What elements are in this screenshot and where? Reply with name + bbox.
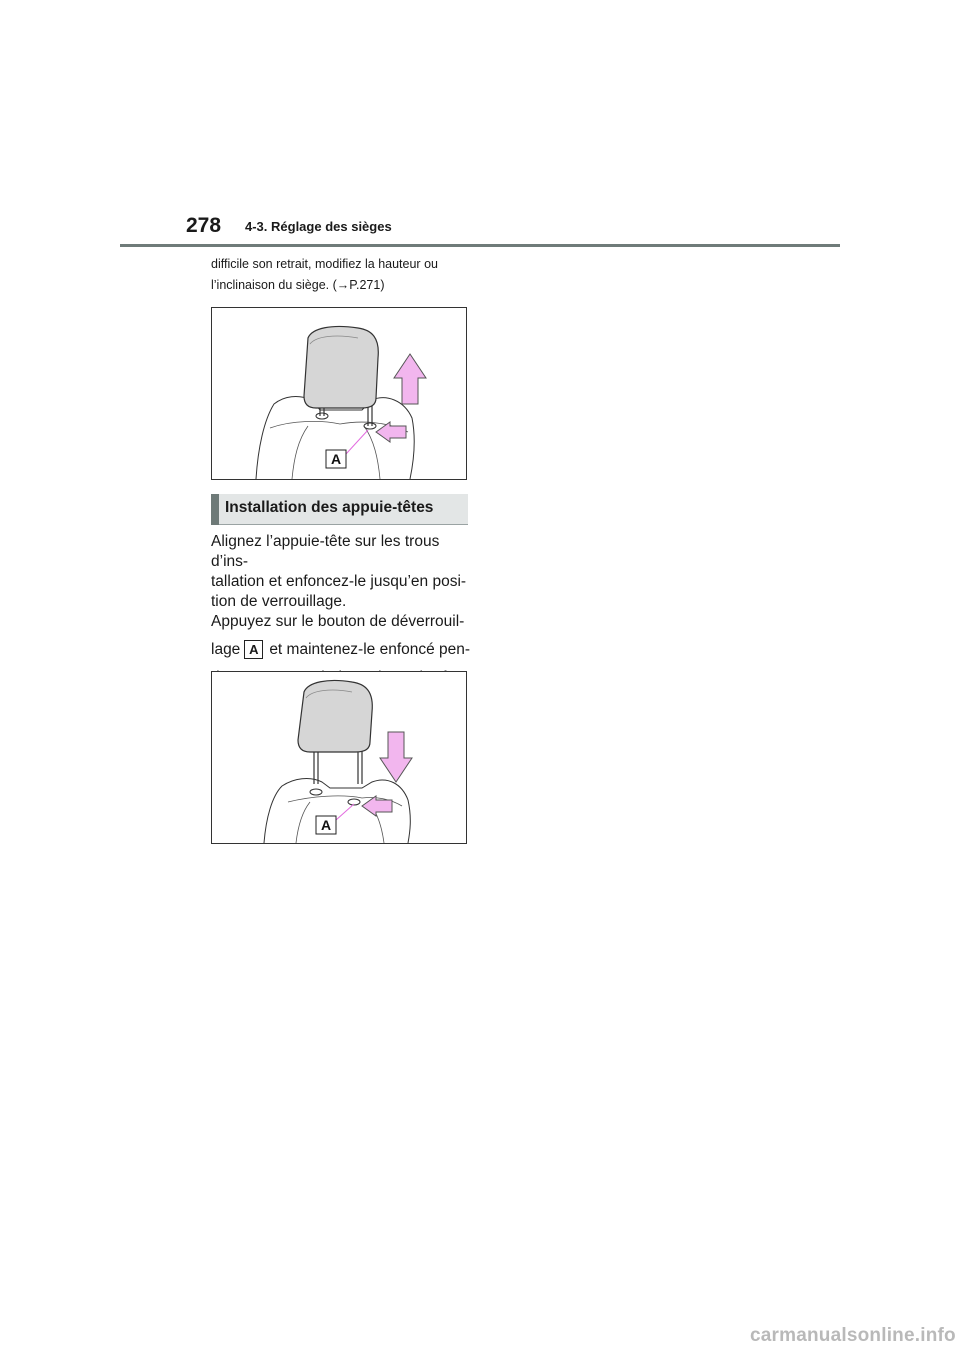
stay-hole-left (316, 413, 328, 419)
body-line-2: tallation et enfoncez-le jusqu’en posi- (211, 573, 467, 590)
body-line-5 (211, 640, 473, 660)
header-rule (120, 244, 840, 247)
release-button (364, 423, 376, 429)
seat-seam-left (292, 426, 308, 479)
heading-accent-bar (211, 494, 219, 525)
label-leader-line (346, 430, 368, 454)
down-arrow (380, 732, 412, 782)
watermark: carmanualsonline.info (750, 1325, 956, 1346)
figure-label-a: A (330, 451, 342, 467)
body-line-5-pre: lage (211, 641, 241, 658)
figure-label-a: A (320, 817, 332, 833)
up-arrow (394, 354, 426, 404)
intro-paragraph (211, 254, 481, 296)
seat-seam-left (296, 802, 310, 843)
body-line-3: tion de verrouillage. (211, 593, 347, 610)
push-arrow (376, 422, 406, 442)
headrest-removal-drawing (212, 308, 468, 481)
body-line-1: Alignez l’appuie-tête sur les trous d’ins- (211, 533, 440, 570)
section-heading-text: Installation des appuie-têtes (225, 499, 434, 516)
headrest-shape (304, 326, 378, 408)
body-line-5-post: et maintenez-le enfoncé pen- (269, 641, 471, 658)
headrest-installation-illustration (211, 671, 467, 844)
label-leader-line (336, 804, 354, 820)
section-title: 4-3. Réglage des sièges (245, 219, 392, 234)
stay-hole-left (310, 789, 322, 795)
intro-line-2: l’inclinaison du siège. (→P.271) (211, 278, 385, 292)
intro-line-1: difficile son retrait, modifiez la hauteur ou (211, 257, 438, 271)
section-heading (211, 494, 468, 525)
inline-label-a: A (244, 640, 263, 659)
headrest-installation-drawing (212, 672, 468, 845)
headrest-removal-illustration (211, 307, 467, 480)
page-number: 278 (186, 214, 222, 237)
body-line-4: Appuyez sur le bouton de déverrouil- (211, 613, 465, 630)
instruction-paragraph (211, 532, 473, 688)
seat-seam-right (364, 426, 380, 479)
push-arrow (362, 796, 392, 816)
headrest-shape (298, 680, 372, 752)
